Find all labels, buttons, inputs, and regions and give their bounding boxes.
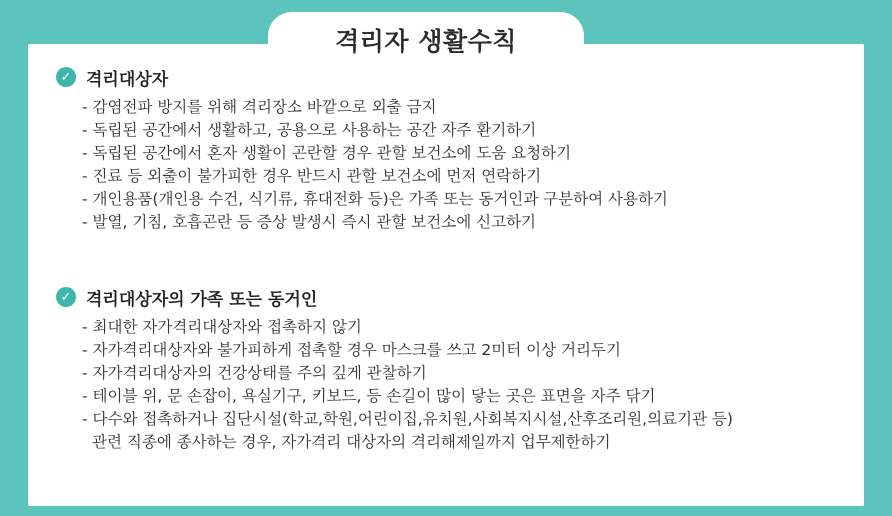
check-circle-icon: ✓ xyxy=(56,287,76,307)
check-circle-icon: ✓ xyxy=(56,67,76,87)
list-item: - 감염전파 방지를 위해 격리장소 바깥으로 외출 금지 xyxy=(82,98,437,116)
title-tab xyxy=(268,12,584,70)
list-item: - 자가격리대상자와 불가피하게 접촉할 경우 마스크를 쓰고 2미터 이상 거리두기 xyxy=(82,341,621,359)
list-item: - 자가격리대상자의 건강상태를 주의 깊게 관찰하기 xyxy=(82,364,427,382)
section-heading-row xyxy=(56,64,668,90)
list-item: - 진료 등 외출이 불가피한 경우 반드시 관할 보건소에 먼저 연락하기 xyxy=(82,167,542,185)
list-item: - 독립된 공간에서 생활하고, 공용으로 사용하는 공간 자주 환기하기 xyxy=(82,121,537,139)
continuation-text: 관련 직종에 종사하는 경우, 자가격리 대상자의 격리해제일까지 업무제한하기 xyxy=(92,433,611,451)
list-item: - 테이블 위, 문 손잡이, 욕실기구, 키보드, 등 손길이 많이 닿는 곳은 표면을 자주 닦기 xyxy=(82,387,656,405)
list-item: - 다수와 접촉하거나 집단시설(학교,학원,어린이집,유치원,사회복지시설,산후조리원,의료기관 등) xyxy=(82,410,733,428)
section-heading-row xyxy=(56,284,733,310)
section-heading: 격리대상자의 가족 또는 동거인 xyxy=(86,289,318,310)
section-heading: 격리대상자 xyxy=(86,69,169,90)
list-item: - 최대한 자가격리대상자와 접촉하지 않기 xyxy=(82,318,362,336)
section-isolated-person xyxy=(56,64,668,234)
page-title: 격리자 생활수칙 xyxy=(335,27,517,56)
list-item: - 독립된 공간에서 혼자 생활이 곤란할 경우 관할 보건소에 도움 요청하기 xyxy=(82,144,572,162)
list-item: - 발열, 기침, 호흡곤란 등 증상 발생시 즉시 관할 보건소에 신고하기 xyxy=(82,213,537,231)
rule-list xyxy=(56,316,733,454)
list-item-continuation xyxy=(82,431,733,454)
section-family-cohabitant xyxy=(56,284,733,454)
rule-list xyxy=(56,96,668,234)
list-item: - 개인용품(개인용 수건, 식기류, 휴대전화 등)은 가족 또는 동거인과 구분하여 사용하기 xyxy=(82,190,668,208)
